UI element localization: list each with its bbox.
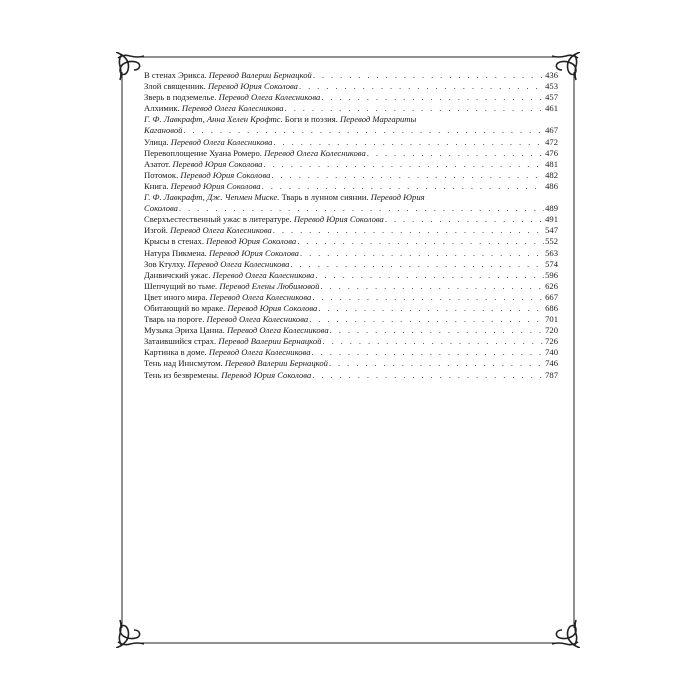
dot-leader <box>318 303 544 314</box>
toc-entry-page: 686 <box>545 302 558 313</box>
toc-entry-title: Затаившийся страх. <box>144 336 217 347</box>
toc-entry-translator: Перевод Юрия Соколова <box>170 180 261 191</box>
toc-entry <box>144 181 558 192</box>
dot-leader <box>329 358 544 369</box>
toc-entry-page: 563 <box>545 247 558 258</box>
toc-entry-title: Перевоплощение Хуана Ромеро. <box>144 147 262 158</box>
toc-entry-translator: Перевод Юрия Соколова <box>180 169 271 180</box>
toc-entry <box>144 314 558 325</box>
dot-leader <box>322 336 544 347</box>
dot-leader <box>367 148 544 159</box>
toc-entry-translator: Перевод Олега Колесникова <box>170 225 272 236</box>
toc-entry <box>144 192 558 214</box>
toc-entry-page: 476 <box>545 147 558 158</box>
toc-entry-page: 472 <box>545 136 558 147</box>
toc-entry-translator: Перевод Олега Колесникова <box>264 147 366 158</box>
toc-entry-translator: Перевод Олега Колесникова <box>208 347 311 358</box>
toc-entry-title: Злой священник. <box>144 81 206 92</box>
toc-entry-page: 667 <box>545 291 558 302</box>
dot-leader <box>271 170 544 181</box>
toc-entry <box>144 303 558 314</box>
toc-entry <box>144 103 558 114</box>
toc-entry-title: Улица. <box>144 136 169 147</box>
toc-entry <box>144 248 558 259</box>
dot-leader <box>330 325 544 336</box>
dot-leader <box>300 248 544 259</box>
toc-entry-page: 457 <box>545 92 558 103</box>
toc-entry-translator: Перевод Олега Колесникова <box>187 258 290 269</box>
dot-leader <box>273 137 544 148</box>
toc-entry-title: В стенах Эрикса. <box>144 70 207 80</box>
toc-entry-translator: Перевод Валерии Бернацкой <box>208 70 312 80</box>
toc-entry-translator: Перевод Олега Колесникова <box>212 269 315 280</box>
toc-entry-page: 467 <box>545 125 558 136</box>
toc-entry-page: 552 <box>545 236 558 247</box>
toc-entry-translator: Перевод Олега Колесникова <box>206 314 309 325</box>
dot-leader <box>297 236 544 247</box>
toc-entry-page: 547 <box>545 225 558 236</box>
toc-entry-title: Крысы в стенах. <box>144 236 204 247</box>
toc-entry-translator: Перевод Олега Колесникова <box>170 136 273 147</box>
dot-leader <box>290 259 544 270</box>
dot-leader <box>313 70 544 81</box>
toc-entry-translator: Перевод Елены Любимовой <box>219 280 320 291</box>
decorative-page-frame <box>116 52 580 648</box>
toc-entry-title: Зов Ктулху. <box>144 258 186 269</box>
toc-entry-title: Музыка Эриха Цанна. <box>144 325 225 336</box>
toc-entry-title: Обитающий во мраке. <box>144 302 226 313</box>
dot-leader <box>312 370 544 381</box>
toc-entry-page: 482 <box>545 169 558 180</box>
dot-leader <box>299 81 544 92</box>
toc-entry-page: 481 <box>545 158 558 169</box>
dot-leader <box>320 281 544 292</box>
toc-entry <box>144 137 558 148</box>
dot-leader <box>385 214 544 225</box>
toc-entry-translator: Перевод Юрия Соколова <box>227 302 318 313</box>
toc-entry-translator: Перевод Юрия Соколова <box>208 247 299 258</box>
toc-entry-translator: Перевод Валерии Бернацкой <box>224 358 328 369</box>
toc-entry-page: 720 <box>545 325 558 336</box>
toc-entry-page: 740 <box>545 347 558 358</box>
toc-entry-title: Боги и поэзия. <box>284 114 338 125</box>
toc-entry-title: Натура Пикмена. <box>144 247 207 258</box>
toc-entry-title: Азатот. <box>144 158 171 169</box>
toc-entry-page: 491 <box>545 214 558 225</box>
dot-leader <box>309 314 544 325</box>
toc-entry-title: Тень из безвремены. <box>144 369 220 380</box>
toc-entry-authors: Г. Ф. Лавкрафт, Дж. Чепмен Миске. <box>144 192 280 203</box>
toc-entry-title: Изгой. <box>144 225 168 236</box>
dot-leader <box>315 270 544 281</box>
toc-entry-page: 596 <box>545 269 558 280</box>
toc-entry <box>144 259 558 270</box>
toc-entry-title: Тварь в лунном сиянии. <box>281 192 369 203</box>
dot-leader <box>312 347 545 358</box>
toc-entry-page: 787 <box>545 369 558 380</box>
toc-entry <box>144 159 558 170</box>
toc-entry-page: 746 <box>545 358 558 369</box>
toc-entry <box>144 358 558 369</box>
dot-leader <box>285 103 545 114</box>
toc-entry <box>144 81 558 92</box>
toc-entry-title: Данвичский ужас. <box>144 269 211 280</box>
toc-entry <box>144 347 558 358</box>
toc-entry-translator: Перевод Олега Колесникова <box>226 325 329 336</box>
toc-entry-title: Цвет иного мира. <box>144 291 208 302</box>
toc-entry-page: 489 <box>545 203 558 214</box>
toc-entry-page: 453 <box>545 81 558 92</box>
toc-entry <box>144 370 558 381</box>
dot-leader <box>312 292 544 303</box>
toc-entry-page: 701 <box>545 314 558 325</box>
toc-entry-title: Алхимик. <box>144 103 180 114</box>
toc-entry <box>144 70 558 81</box>
toc-entry-translator: Перевод Юрия Соколова <box>172 158 263 169</box>
toc-entry-authors: Г. Ф. Лавкрафт, Анна Хелен Крофтс. <box>144 114 283 125</box>
dot-leader <box>273 225 544 236</box>
toc-entry-title: Тень над Иннсмутом. <box>144 358 223 369</box>
toc-entry-translator: Перевод Олега Колесникова <box>209 291 312 302</box>
toc-entry-title: Картинка в доме. <box>144 347 207 358</box>
corner-knot-bottom-left-icon <box>116 620 144 648</box>
toc-entry-page: 726 <box>545 336 558 347</box>
toc-entry-title: Тварь на пороге. <box>144 314 205 325</box>
toc-entry <box>144 170 558 181</box>
toc-entry-translator: Перевод Валерии Бернацкой <box>218 336 322 347</box>
toc-entry-title: Зверь в подземелье. <box>144 92 217 103</box>
toc-entry-translator: Перевод Юрия Соколова <box>293 214 384 225</box>
toc-entry <box>144 336 558 347</box>
toc-entry-title: Сверхъестественный ужас в литературе. <box>144 214 292 225</box>
toc-entry <box>144 92 558 103</box>
dot-leader <box>179 203 544 214</box>
toc-entry <box>144 225 558 236</box>
toc-entry-title: Книга. <box>144 180 169 191</box>
toc-entry-title: Шепчущий во тьме. <box>144 280 218 291</box>
toc-entry-translator: Перевод Олега Колесникова <box>218 92 321 103</box>
toc-entry-title: Потомок. <box>144 169 179 180</box>
toc-entry-translator: Перевод Маргариты <box>340 114 417 125</box>
toc-entry-page: 461 <box>545 103 558 114</box>
toc-entry-translator: Перевод Юрия Соколова <box>206 236 297 247</box>
toc-entry-page: 626 <box>545 280 558 291</box>
toc-entry <box>144 281 558 292</box>
toc-entry <box>144 236 558 247</box>
toc-entry <box>144 292 558 303</box>
toc-entry <box>144 214 558 225</box>
dot-leader <box>262 181 545 192</box>
toc-entry <box>144 148 558 159</box>
table-of-contents <box>144 70 558 381</box>
dot-leader <box>183 125 544 136</box>
toc-entry-translator-cont: Кагановой <box>144 125 183 136</box>
toc-entry-translator: Перевод Юрия <box>370 192 425 203</box>
dot-leader <box>321 92 544 103</box>
toc-entry-translator: Перевод Олега Колесникова <box>181 103 284 114</box>
toc-entry-translator: Перевод Юрия Соколова <box>207 81 298 92</box>
toc-entry-page: 486 <box>545 180 558 191</box>
toc-entry-page: 436 <box>545 70 558 80</box>
toc-entry-translator: Перевод Юрия Соколова <box>221 369 312 380</box>
toc-entry <box>144 270 558 281</box>
dot-leader <box>263 159 544 170</box>
toc-entry <box>144 114 558 136</box>
toc-entry-page: 574 <box>545 258 558 269</box>
toc-entry-translator-cont: Соколова <box>144 203 178 214</box>
corner-knot-top-left-icon <box>116 52 144 80</box>
toc-entry <box>144 325 558 336</box>
corner-knot-bottom-right-icon <box>552 620 580 648</box>
